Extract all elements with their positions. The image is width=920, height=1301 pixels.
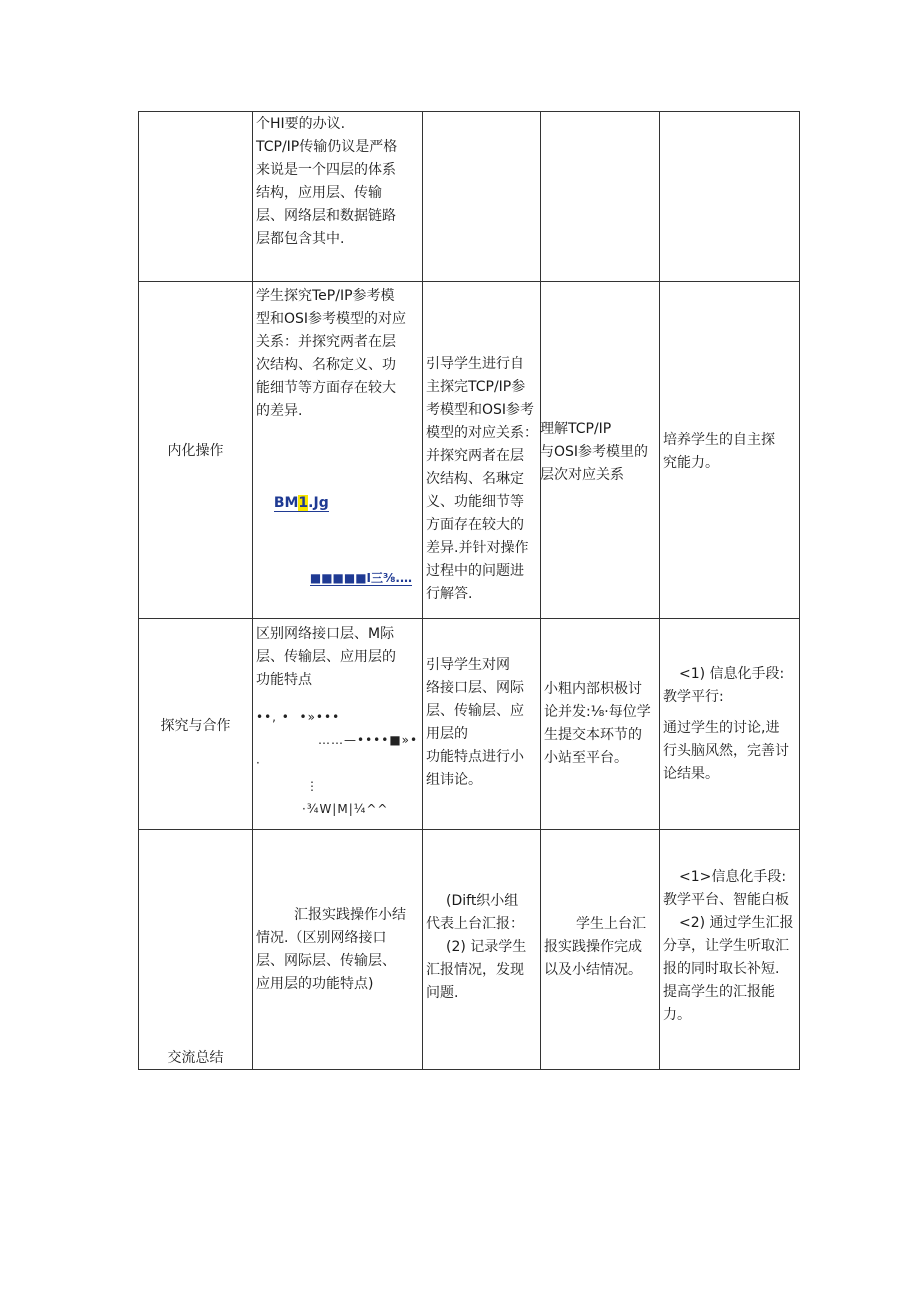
row4-intent-line: 教学平台、智能白板 [663,892,789,908]
row2-content-line: 能细节等方面存在较大 [256,380,396,396]
row3-teacher-line: 用层的 [426,726,468,742]
row3-student-line: 小站至平台。 [544,750,628,766]
row2-teacher-line: 过程中的问题进 [426,563,524,579]
row3-content-line: 区别网络接口层、M际 [256,626,395,642]
row4-content-line: 情况.（区别网络接口 [256,930,387,946]
row3-intent-cell [660,663,799,803]
resource-noise-text: ■■■■■I三⅜.… [309,571,412,585]
row3-student-line: 小粗内部枳极讨 [544,681,642,697]
row3-teacher-line: 功能特点进行小 [426,749,524,765]
row2-teacher-cell [423,353,540,618]
row4-teacher-line: 问题. [426,985,459,1001]
row4-intent-line: <2) 通过学生汇报 [679,915,794,931]
row3-intent-line: 教学平行: [663,689,724,705]
resource-noise-line [256,544,420,613]
row2-teacher-line: 差异.并针对操作 [426,540,529,556]
table-vline [799,111,800,1069]
stage-label-summary: 交流总结 [167,1050,224,1066]
row2-student-line: 与OSI参考模里的 [540,444,649,460]
row3-noise-line: ••, • •»••• [256,710,341,724]
row2-teacher-line: 次结构、名琳定 [426,471,524,487]
row3-student-line: 论并发:⅛·每位学 [544,704,651,720]
row2-teacher-line: 引导学生进行自 [426,356,524,372]
row2-intent-line: 究能力。 [663,455,719,471]
resource-link-tail: .Jg [308,495,329,511]
row2-teacher-line: 并探究两者在层 [426,448,524,464]
row3-teacher-line: 层、传输层、应 [426,703,524,719]
row4-intent-cell [660,866,799,1036]
row2-teacher-line: 模型的对应关系： [426,425,538,441]
row2-student-line: 层次对应关系 [540,467,624,483]
row3-intent-line: 通过学生的讨论,进 [663,720,780,736]
row3-teacher-line: 引导学生对网 [426,657,510,673]
row3-intent-line: 论结果。 [663,766,719,782]
row1-content-line: TCP/IP传输仍议是严格 [256,139,398,155]
row1-content-line: 结构，应用层、传输 [256,185,382,201]
table-vline [138,111,139,1069]
row3-student-cell [541,678,659,778]
table-hline [138,1069,800,1070]
row1-content-line: 层、网络层和数据链路 [256,208,396,224]
row4-teacher-cell [423,890,540,1020]
row4-intent-line: <1>信息化手段: [679,869,787,885]
row2-content-line: 次结构、名称定义、功 [256,357,396,373]
row3-content-line: 层、传输层、应用层的 [256,649,396,665]
row4-teacher-line: 代表上台汇报： [426,916,524,932]
row4-content-line: 汇报实践操作小结 [294,907,406,923]
row4-intent-line: 分享，让学生听取汇 [663,938,789,954]
table-hline [138,829,800,830]
row2-content-line: 学生探究TeP/IP参考模 [256,288,395,304]
row4-student-line: 以及小结情况。 [544,962,642,978]
row1-content-line: 个HI要的办议. [256,116,346,132]
row2-content-line: 关系：并探究两者在层 [256,334,396,350]
table-hline [138,111,800,112]
row2-intent-cell [660,429,799,489]
row1-content-cell [253,113,422,281]
row3-teacher-line: 组讳论。 [426,772,482,788]
row4-intent-line: 报的同时取长补短. [663,961,780,977]
stage-label-explore: 探究与合作 [160,718,231,734]
row2-content-line: 的差异. [256,403,303,419]
row3-noise-line: ·¾W|M|¼^^ [302,802,389,816]
table-hline [138,281,800,282]
resource-link-highlight: 1 [298,495,309,511]
row4-content-cell [253,904,422,1004]
row4-teacher-line: 汇报情况，发现 [426,962,524,978]
row3-content-line: 功能特点 [256,672,312,688]
row4-content-line: 应用层的功能特点) [256,976,374,992]
row4-intent-line: 力。 [663,1007,691,1023]
row2-student-cell [540,418,659,498]
row3-teacher-cell [423,654,540,804]
row3-noise-line: ⋮ [306,779,319,793]
row4-teacher-line: (2) 记录学生 [446,939,527,955]
row4-student-line: 学生上台汇 [576,916,646,932]
row3-content-cell [253,623,422,829]
row3-student-line: 生提交本环节的 [544,727,642,743]
row3-noise-line: · [256,756,261,770]
row1-content-line: 来说是一个四层的体系 [256,162,396,178]
row4-student-line: 报实践操作完成 [544,939,642,955]
row2-student-line: 理解TCP/IP [540,421,612,437]
resource-link-main: BM [273,495,299,511]
row2-teacher-line: 行解答. [426,586,473,602]
row3-noise-line: ……—••••■»• [318,733,419,747]
row2-teacher-line: 方面存在较大的 [426,517,524,533]
row2-intent-line: 培养学生的自主探 [663,432,775,448]
resource-link[interactable] [256,469,420,538]
row1-content-line: 层都包含其中. [256,231,345,247]
stage-label-internalize: 内化操作 [167,443,224,459]
row2-teacher-line: 义、功能细节等 [426,494,524,510]
row3-intent-line: 行头脑风然，完善讨 [663,743,789,759]
row4-teacher-line: (Dift织小组 [446,893,519,909]
row2-content-cell [253,285,422,618]
table-hline [138,618,800,619]
row2-teacher-line: 主探完TCP/IP参 [426,379,526,395]
row2-teacher-line: 考模型和OSI参考 [426,402,535,418]
row3-teacher-line: 络接口层、网际 [426,680,524,696]
row4-student-cell [541,913,659,993]
row2-content-line: 型和OSI参考模型的对应 [256,311,407,327]
row4-intent-line: 提高学生的汇报能 [663,984,775,1000]
row4-content-line: 层、网际层、传输层、 [256,953,396,969]
row3-intent-spacer [663,709,797,717]
row3-intent-line: <1) 信息化手段: [679,666,785,682]
